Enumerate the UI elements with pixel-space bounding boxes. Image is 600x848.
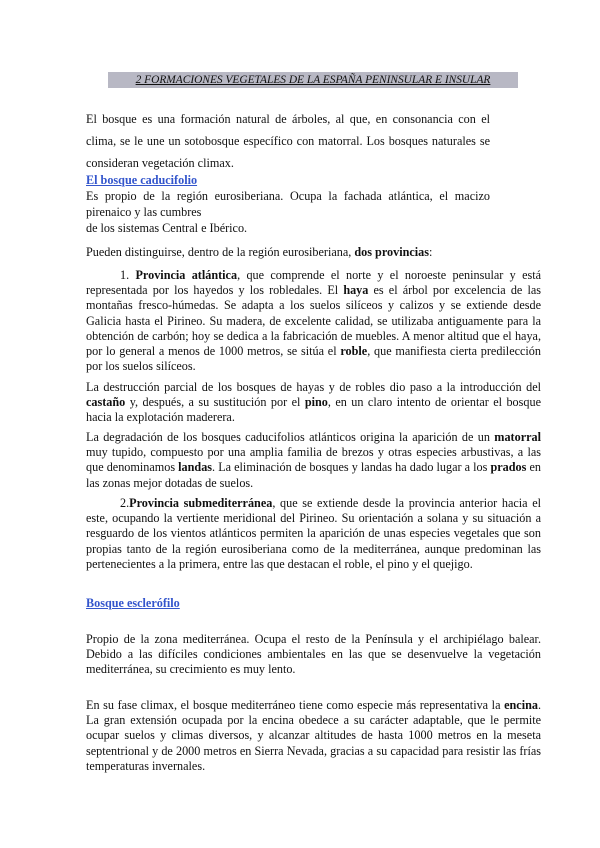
text-run: La destrucción parcial de los bosques de hayas y de robles dio paso a la introducción del bbox=[86, 380, 541, 394]
bold-term: castaño bbox=[86, 395, 126, 410]
text-run: 2. bbox=[120, 496, 130, 510]
text-run: . La eliminación de bosques y landas ha dado lugar a los bbox=[212, 460, 491, 475]
caducifolio-description bbox=[86, 188, 490, 236]
esclerofilo-paragraph-1: Propio de la zona mediterránea. Ocupa el resto de la Península y el archipiélago balear. Debido a las difíciles condiciones ambientales en las que se desenvuelve la vegetación mediterránea, su crecimiento es muy lento. bbox=[86, 632, 541, 677]
text-run: es el árbol por excelencia de las montañas fresco-húmedas. Se adapta a los suelos silíceos y calizos y se extiende desde Galicia hasta el Pirineo. Su madera, de excelente calidad, se utilizaba antiguamente para la obtención de carbón; hoy se dedica a la fabricación de muebles. A menor altitud que el haya, por lo general a menos de 1000 metros, se sitúa el bbox=[86, 283, 541, 359]
bold-term: roble bbox=[340, 344, 368, 359]
atlantic-province-paragraph bbox=[86, 268, 541, 374]
bold-term: Provincia submediterránea bbox=[129, 496, 273, 510]
caducifolio-line: de los sistemas Central e Ibérico. bbox=[86, 221, 248, 235]
bold-term: encina bbox=[504, 698, 538, 712]
provinces-intro-bold: dos provincias bbox=[354, 245, 430, 259]
text-run: , en un claro intento de orientar el bosque hacia la explotación maderera. bbox=[86, 395, 541, 425]
text-run: En su fase climax, el bosque mediterráneo tiene como especie más representativa la bbox=[86, 698, 505, 712]
bold-term: Provincia atlántica bbox=[135, 268, 238, 282]
bold-term: pino bbox=[304, 395, 328, 410]
document-title: 2 FORMACIONES VEGETALES DE LA ESPAÑA PENINSULAR E INSULAR bbox=[108, 72, 518, 88]
destruction-paragraph bbox=[86, 380, 541, 426]
section-heading-esclerofilo[interactable]: Bosque esclerófilo bbox=[86, 596, 180, 610]
section-heading-caducifolio[interactable]: El bosque caducifolio bbox=[86, 173, 198, 187]
text-run: 1. bbox=[120, 268, 136, 282]
intro-paragraph bbox=[86, 108, 490, 174]
text-run: y, después, a su sustitución por el bbox=[125, 395, 305, 410]
esclerofilo-paragraph-2 bbox=[86, 698, 541, 774]
provinces-intro-text: Pueden distinguirse, dentro de la región eurosiberiana, bbox=[86, 245, 355, 259]
submediterranean-province-paragraph bbox=[86, 496, 541, 572]
bold-term: matorral bbox=[494, 430, 541, 444]
provinces-intro-colon: : bbox=[429, 245, 433, 259]
intro-line: consideran vegetación climax. bbox=[86, 156, 234, 170]
bold-term: landas bbox=[178, 460, 213, 475]
caducifolio-line: Es propio de la región eurosiberiana. Ocupa la fachada atlántica, el macizo bbox=[86, 189, 490, 203]
degradation-paragraph bbox=[86, 430, 541, 491]
text-run: , que comprende el norte y el noroeste peninsular y está representada por los hayedos y los robledales. El bbox=[86, 268, 542, 298]
bold-term: haya bbox=[343, 283, 369, 298]
text-run: , que manifiesta cierta predilección por los suelos silíceos. bbox=[86, 344, 541, 374]
text-run: La degradación de los bosques caducifolios atlánticos origina la aparición de un bbox=[86, 430, 495, 444]
caducifolio-line: pirenaico y las cumbres bbox=[86, 205, 202, 219]
text-run: en las zonas mejor dotadas de suelos. bbox=[86, 460, 541, 490]
provinces-intro bbox=[86, 244, 541, 260]
intro-line: clima, se le une un sotobosque específico con matorral. Los bosques naturales se bbox=[86, 134, 490, 148]
bold-term: prados bbox=[490, 460, 527, 475]
text-run: muy tupido, compuesto por una amplia familia de brezos y otras especies arbustivas, a las que denominamos bbox=[86, 445, 541, 475]
text-run: . La gran extensión ocupada por la encina obedece a su carácter adaptable, que le permite ocupar suelos y climas diversos, y alcanzar altitudes de hasta 1000 metros en la meseta septentrional y de 2000 metros en Sierra Nevada, gracias a su capacidad para resistir las frías temperaturas invernales. bbox=[86, 698, 541, 773]
text-run: , que se extiende desde la provincia anterior hacia el este, ocupando la vertiente meridional del Pirineo. Su orientación a solana y su situación a resguardo de los vientos atlánticos permiten la aparición de unas especies vegetales que son propias tanto de la región eurosiberiana como de la mediterránea, aunque predominan las pertenecientes a la primera, entre las que destacan el roble, el pino y el quejigo. bbox=[86, 496, 541, 571]
intro-line: El bosque es una formación natural de árboles, al que, en consonancia con el bbox=[86, 112, 490, 126]
